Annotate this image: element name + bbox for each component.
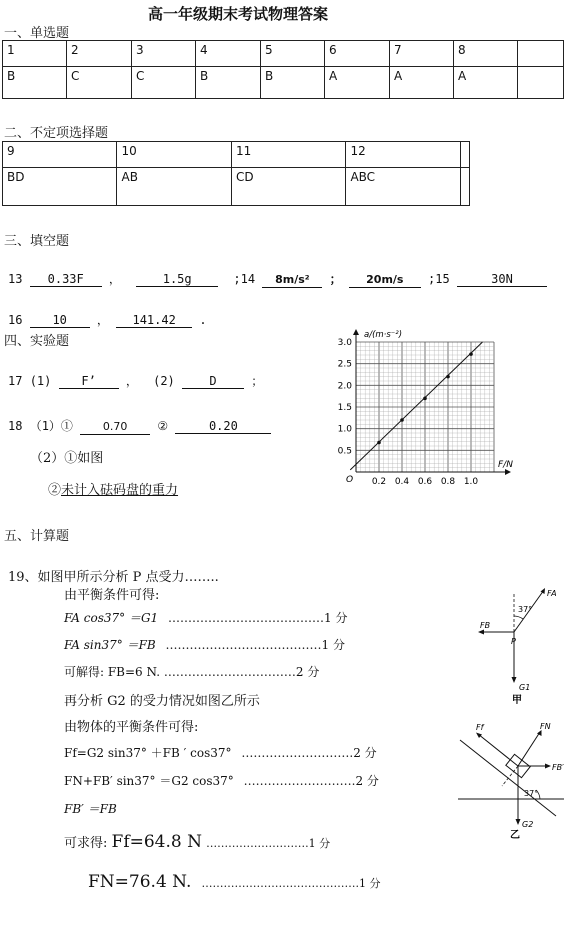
- q19-eq-3-points: ……………………………2 分: [163, 665, 320, 679]
- table-cell: AB: [117, 168, 231, 206]
- answer-table-1: [2, 40, 564, 99]
- table-cell: A: [454, 67, 518, 99]
- q19-eq-4-text: Ff=G2 sin37° ＋FB ′ cos37°: [64, 746, 232, 760]
- q18-answer-1: 0.70: [80, 420, 150, 435]
- q17-answer-1: F’: [59, 374, 119, 389]
- q17-part1: (1): [29, 374, 52, 388]
- table-cell: BD: [3, 168, 117, 206]
- q19-line-1: 由平衡条件可得:: [64, 588, 160, 603]
- q19-eq-2: [64, 636, 345, 653]
- q16-answer-b: 141.42: [116, 313, 192, 328]
- q19-eq-7-prefix: 可求得:: [64, 836, 108, 851]
- arrowhead: [516, 819, 521, 825]
- table-cell: 12: [346, 142, 461, 168]
- arrowhead: [476, 733, 482, 739]
- q19-eq-4-points: ……………………….2 分: [241, 746, 377, 760]
- page-title: 高一年级期末考试物理答案: [148, 5, 329, 23]
- x-tick-label: 1.0: [463, 477, 479, 487]
- data-point: [469, 352, 473, 356]
- table-cell: 11: [231, 142, 345, 168]
- q16-answer-a: 10: [30, 313, 90, 328]
- q19-eq-3-text: 可解得: FB=6 N.: [64, 665, 161, 679]
- q19-eq-5-points: ……………………….2 分: [243, 774, 379, 788]
- figure-a: [468, 580, 568, 708]
- q18-number: 18: [8, 419, 23, 433]
- fn-label: FN: [540, 722, 551, 731]
- table-cell: 6: [325, 41, 390, 67]
- q19-line-2: 再分析 G2 的受力情况如图乙所示: [64, 694, 260, 709]
- ff-label: Ff: [476, 723, 484, 732]
- q18-line-3-answer: 未计入砝码盘的重力: [61, 483, 179, 498]
- table-cell: 7: [390, 41, 454, 67]
- answer-table-2: [2, 141, 470, 206]
- q14-answer-b: 20m/s: [349, 273, 421, 288]
- force-ff-arrow: [478, 734, 518, 766]
- x-tick-label: 0.6: [417, 477, 433, 487]
- table-cell: B: [3, 67, 67, 99]
- section-3-heading: 三、填空题: [4, 234, 70, 249]
- q19-eq-2-text: FA sin37° ＝FB: [64, 638, 156, 652]
- q19-eq-6: FB′ ＝FB: [64, 802, 117, 816]
- q19-eq-5: [64, 772, 379, 789]
- q18-circle-2: ②: [157, 419, 169, 433]
- table-cell: 3: [132, 41, 196, 67]
- table-cell: A: [325, 67, 390, 99]
- q19-eq-7-text: Ff=64.8 N: [111, 832, 202, 852]
- q17-answer-2: D: [182, 374, 244, 389]
- angle-arc: [514, 616, 523, 619]
- q19-eq-1-text: FA cos37° ＝G1: [64, 611, 159, 625]
- q17-line: [8, 372, 263, 389]
- q19-eq-8-text: FN=76.4 N.: [88, 872, 192, 892]
- figure-b: [452, 720, 567, 842]
- table-cell: 9: [3, 142, 117, 168]
- g1-label: G1: [519, 683, 531, 692]
- q19-eq-1-points: …………………………………1 分: [168, 611, 348, 625]
- table-cell: [461, 142, 470, 168]
- q19-intro: 19、如图甲所示分析 P 点受力……..: [8, 570, 219, 585]
- q19-eq-3: [64, 663, 319, 680]
- q14-answer-a: 8m/s²: [262, 273, 322, 288]
- q17-part2: (2): [153, 374, 175, 388]
- q13-answer-a: 0.33F: [30, 272, 102, 287]
- force-fn-arrow: [518, 732, 540, 766]
- y-tick-label: 3.0: [337, 338, 352, 348]
- table-cell: 8: [454, 41, 518, 67]
- y-tick-label: 1.5: [337, 403, 352, 413]
- q13-answer-b: 1.5g: [136, 272, 218, 287]
- section-1-heading: 一、单选题: [4, 26, 70, 41]
- angle-label: 37°: [518, 605, 533, 614]
- q13-line: [8, 270, 547, 288]
- q18-line-1: [8, 417, 271, 435]
- table-header-row: [3, 41, 564, 67]
- x-axis-label: F/N: [498, 460, 513, 470]
- table-cell: 5: [261, 41, 325, 67]
- separator: ，: [108, 272, 121, 286]
- y-axis-label: a/(m·s⁻²): [364, 330, 403, 340]
- table-cell: A: [390, 67, 454, 99]
- q18-part1: （1）①: [29, 419, 73, 433]
- table-cell: [518, 41, 564, 67]
- table-cell: B: [261, 67, 325, 99]
- separator: ，: [96, 313, 109, 327]
- table-answer-row: [3, 67, 564, 99]
- separator: ，: [125, 374, 138, 388]
- origin-label: O: [346, 475, 354, 485]
- arrowhead: [545, 764, 551, 769]
- x-tick-label: 0.4: [394, 477, 410, 487]
- data-point: [400, 418, 404, 422]
- q13-number: 13: [8, 272, 23, 286]
- y-axis-arrowhead: [353, 329, 359, 335]
- table-cell: C: [132, 67, 196, 99]
- data-point: [423, 397, 427, 401]
- q18-line-3-prefix: ②: [48, 483, 62, 498]
- q19-eq-7: [64, 832, 330, 852]
- fb2-label: FB′: [552, 763, 564, 772]
- p-label: P: [511, 637, 516, 646]
- separator: ；: [329, 272, 342, 286]
- y-tick-label: 1.0: [337, 424, 352, 435]
- y-tick-label: 2.5: [337, 359, 352, 370]
- q15-number: ;15: [428, 272, 450, 286]
- figure-a-caption: 甲: [512, 695, 522, 706]
- table-header-row: [3, 142, 470, 168]
- y-tick-label: 0.5: [337, 446, 352, 457]
- q19-eq-8-points: …………………………………….1 分: [201, 877, 381, 890]
- q19-eq-8: [88, 872, 381, 892]
- table-cell: C: [67, 67, 132, 99]
- x-tick-label: 0.8: [440, 477, 456, 487]
- angle-label: 37°: [524, 789, 539, 798]
- section-4-heading: 四、实验题: [4, 334, 70, 349]
- table-answer-row: [3, 168, 470, 206]
- q17-number: 17: [8, 374, 23, 388]
- section-5-heading: 五、计算题: [4, 529, 70, 544]
- a-f-graph: [330, 322, 530, 494]
- q15-answer: 30N: [457, 272, 547, 287]
- figure-b-caption: 乙: [510, 830, 520, 841]
- separator: ；: [251, 374, 264, 388]
- table-cell: [518, 67, 564, 99]
- q19-eq-7-points: ……………………….1 分: [206, 837, 331, 850]
- q18-answer-2: 0.20: [175, 419, 271, 434]
- table-cell: 1: [3, 41, 67, 67]
- q16-line: [8, 311, 207, 328]
- table-cell: 10: [117, 142, 231, 168]
- q19-line-3: 由物体的平衡条件可得:: [64, 720, 199, 735]
- section-2-heading: 二、不定项选择题: [4, 126, 109, 141]
- q18-line-2: （2）①如图: [30, 451, 104, 466]
- table-cell: 2: [67, 41, 132, 67]
- table-cell: B: [196, 67, 261, 99]
- q19-eq-5-text: FN+FB′ sin37° ＝G2 cos37°: [64, 774, 234, 788]
- q19-eq-1: [64, 609, 347, 626]
- q18-line-3: [48, 479, 178, 498]
- q14-number: ;14: [233, 272, 256, 286]
- y-tick-label: 2.0: [337, 381, 352, 392]
- q19-eq-2-points: …………………………………1 分: [165, 638, 345, 652]
- arrowhead: [512, 677, 517, 683]
- data-point: [446, 375, 450, 379]
- graph-grid: [356, 342, 494, 472]
- q19-eq-4: [64, 744, 377, 761]
- data-point: [377, 441, 381, 445]
- table-cell: [461, 168, 470, 206]
- table-cell: CD: [231, 168, 345, 206]
- x-tick-label: 0.2: [371, 477, 387, 487]
- table-cell: ABC: [346, 168, 461, 206]
- g2-label: G2: [522, 820, 534, 829]
- q16-number: 16: [8, 313, 23, 327]
- arrowhead: [478, 630, 484, 635]
- fb-label: FB: [480, 621, 491, 630]
- table-cell: 4: [196, 41, 261, 67]
- end-dot: .: [199, 313, 207, 327]
- fa-label: FA: [547, 589, 557, 598]
